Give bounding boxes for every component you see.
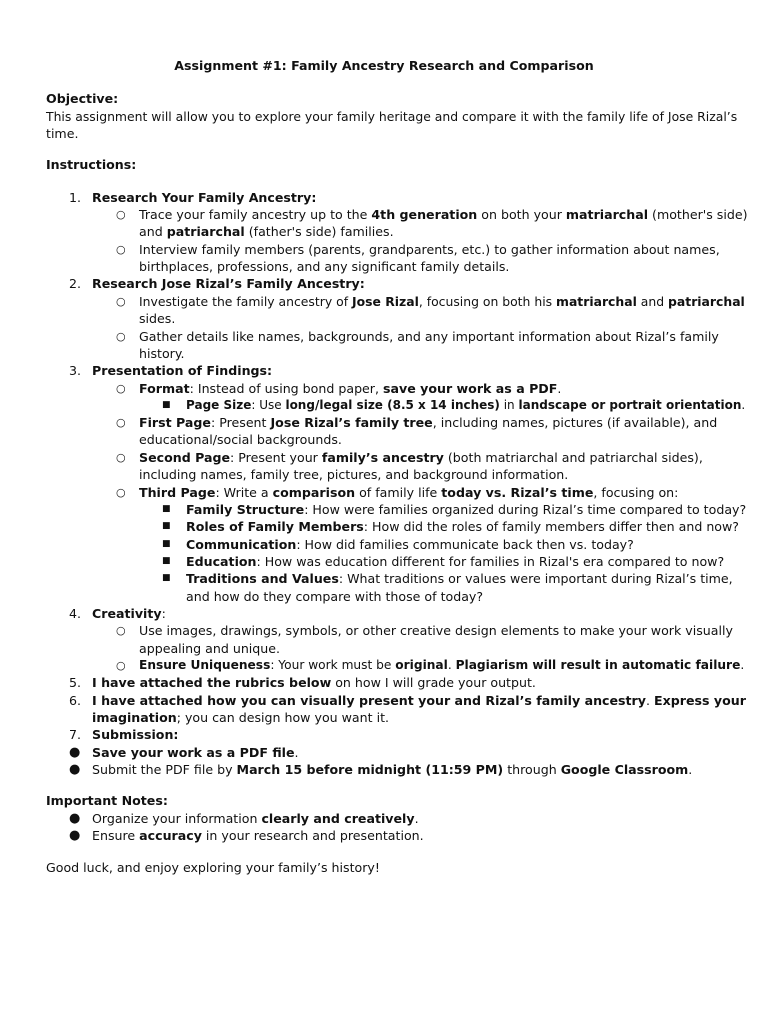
list-item: Ensure accuracy in your research and presentation. xyxy=(92,828,424,843)
item-6-cont: imagination; you can design how you want it. xyxy=(92,710,390,725)
list-item-cont: and patriarchal (father's side) families. xyxy=(139,224,394,239)
list-item-cont: appealing and unique. xyxy=(139,641,281,656)
square-bullet: ■ xyxy=(162,573,171,583)
square-bullet: ■ xyxy=(162,539,171,549)
bullet: ● xyxy=(69,745,81,760)
list-item: First Page: Present Jose Rizal’s family tree, including names, pictures (if available), and xyxy=(139,415,718,430)
list-item: Traditions and Values: What traditions or values were important during Rizal’s time, xyxy=(186,571,733,586)
square-bullet: ■ xyxy=(162,504,171,514)
list-item: Ensure Uniqueness: Your work must be original. Plagiarism will result in automatic failure. xyxy=(139,658,745,672)
square-bullet: ■ xyxy=(162,521,171,531)
circle-bullet: ○ xyxy=(116,659,126,672)
item-4-title: Creativity: xyxy=(92,606,166,621)
item-7-title: Submission: xyxy=(92,727,179,742)
circle-bullet: ○ xyxy=(116,624,126,637)
item-2-title: Research Jose Rizal’s Family Ancestry: xyxy=(92,276,365,291)
square-bullet: ■ xyxy=(162,556,171,566)
list-item-cont: history. xyxy=(139,346,185,361)
list-item-cont: educational/social backgrounds. xyxy=(139,432,342,447)
objective-text-cont: time. xyxy=(46,126,79,141)
objective-text: This assignment will allow you to explore your family heritage and compare it with the family life of Jose Rizal’s xyxy=(46,109,738,124)
list-item: Roles of Family Members: How did the roles of family members differ then and now? xyxy=(186,519,739,534)
list-item: Investigate the family ancestry of Jose Rizal, focusing on both his matriarchal and patriarchal xyxy=(139,294,745,309)
list-item: Page Size: Use long/legal size (8.5 x 14 inches) in landscape or portrait orientation. xyxy=(186,398,746,412)
list-item-cont: birthplaces, professions, and any significant family details. xyxy=(139,259,510,274)
list-item: Submit the PDF file by March 15 before midnight (11:59 PM) through Google Classroom. xyxy=(92,762,693,777)
closing-text: Good luck, and enjoy exploring your family’s history! xyxy=(46,860,380,875)
list-item: Communication: How did families communicate back then vs. today? xyxy=(186,537,634,552)
notes-heading: Important Notes: xyxy=(46,793,168,808)
list-number: 2. xyxy=(69,276,82,291)
circle-bullet: ○ xyxy=(116,486,126,499)
circle-bullet: ○ xyxy=(116,451,126,464)
bullet: ● xyxy=(69,828,81,843)
list-number: 5. xyxy=(69,675,82,690)
bullet: ● xyxy=(69,811,81,826)
item-6: I have attached how you can visually present your and Rizal’s family ancestry. Express your xyxy=(92,693,746,708)
circle-bullet: ○ xyxy=(116,416,126,429)
list-item: Gather details like names, backgrounds, and any important information about Rizal’s family xyxy=(139,329,719,344)
circle-bullet: ○ xyxy=(116,330,126,343)
list-item: Family Structure: How were families organized during Rizal’s time compared to today? xyxy=(186,502,747,517)
circle-bullet: ○ xyxy=(116,208,126,221)
item-1-title: Research Your Family Ancestry: xyxy=(92,190,317,205)
list-item: Third Page: Write a comparison of family life today vs. Rizal’s time, focusing on: xyxy=(139,485,679,500)
list-item: Education: How was education different for families in Rizal's era compared to now? xyxy=(186,554,725,569)
bullet: ● xyxy=(69,762,81,777)
list-number: 4. xyxy=(69,606,82,621)
list-item: Save your work as a PDF file. xyxy=(92,745,299,760)
circle-bullet: ○ xyxy=(116,382,126,395)
circle-bullet: ○ xyxy=(116,243,126,256)
objective-heading: Objective: xyxy=(46,91,119,106)
list-item: Interview family members (parents, grandparents, etc.) to gather information about names, xyxy=(139,242,720,257)
instructions-heading: Instructions: xyxy=(46,157,137,172)
list-item: Format: Instead of using bond paper, save your work as a PDF. xyxy=(139,381,562,396)
item-3-title: Presentation of Findings: xyxy=(92,363,273,378)
list-number: 6. xyxy=(69,693,82,708)
list-item: Second Page: Present your family’s ancestry (both matriarchal and patriarchal sides), xyxy=(139,450,703,465)
list-item-cont: including names, family tree, pictures, and background information. xyxy=(139,467,569,482)
list-item: Trace your family ancestry up to the 4th generation on both your matriarchal (mother's side) xyxy=(139,207,748,222)
circle-bullet: ○ xyxy=(116,295,126,308)
list-number: 3. xyxy=(69,363,82,378)
list-item: Organize your information clearly and creatively. xyxy=(92,811,419,826)
list-item-cont: sides. xyxy=(139,311,176,326)
page-title: Assignment #1: Family Ancestry Research and Comparison xyxy=(174,58,594,73)
list-number: 7. xyxy=(69,727,82,742)
list-number: 1. xyxy=(69,190,82,205)
square-bullet: ■ xyxy=(162,400,171,410)
list-item-cont: and how do they compare with those of today? xyxy=(186,589,484,604)
item-5: I have attached the rubrics below on how I will grade your output. xyxy=(92,675,536,690)
list-item: Use images, drawings, symbols, or other creative design elements to make your work visually xyxy=(139,623,733,638)
